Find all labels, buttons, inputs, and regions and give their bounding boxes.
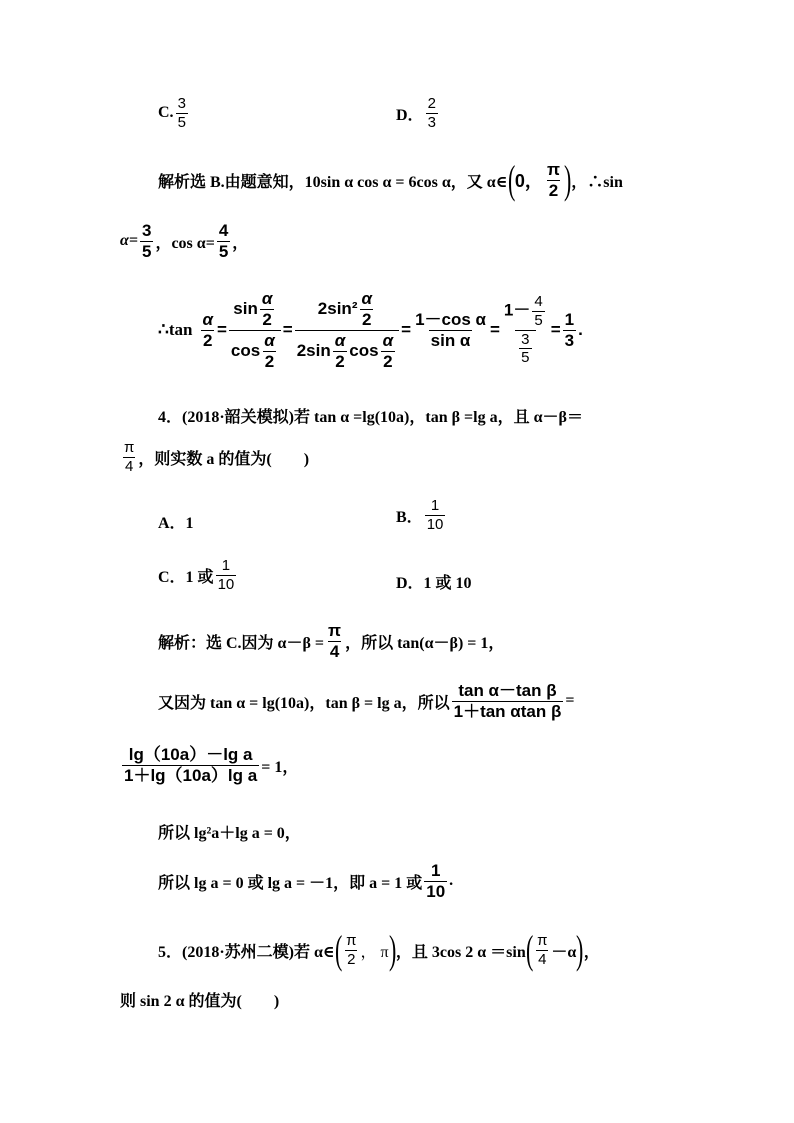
- q4-option-d: D．1 或 10: [396, 575, 472, 592]
- q3-solution-line-3: ∴tan $\frac{\alpha}{2}$ = sin $\frac{\alpha}{2}$ cos $\frac{\alpha}{2}$ = 2sin² $\frac{\alpha}{2}$ 2sin $\frac{\alpha}{2}$ cos $\frac{\alpha}{2}$ = $\frac{\text{1－cos α}}{\text{sin α}}$ = 1－ $\frac{4}{5}$ $\frac{3}{5}$ = $\frac{1}{3}$ .: [158, 289, 583, 371]
- fraction: $\frac{3}{5}$: [177, 95, 186, 131]
- q4-option-b: B． $\frac{1}{10}$: [396, 497, 444, 533]
- fraction: 2sin² $\frac{\alpha}{2}$ 2sin $\frac{\alpha}{2}$ cos $\frac{\alpha}{2}$: [295, 290, 399, 370]
- q4-solution-line-5: 所以 lg a = 0 或 lg a = －1，即 a = 1 或 $\frac{1}{10}$ .: [158, 861, 454, 901]
- fraction: $\frac{\text{lg（10a）－lg a}}{\text{1＋lg（10a）lg a}}$: [124, 745, 258, 785]
- fraction: $\frac{\pi}{4}$: [124, 439, 135, 475]
- fraction: $\frac{\text{1－cos α}}{\text{sin α}}$: [415, 309, 486, 350]
- fraction: $\frac{1}{10}$: [426, 861, 446, 901]
- fraction: $\frac{1}{10}$: [426, 497, 444, 533]
- q5-stem-line-2: 则 sin 2 α 的值为( ): [120, 993, 280, 1010]
- q4-solution-line-4: 所以 lg²a＋lg a = 0，: [158, 825, 301, 842]
- q4-stem-line-1: 4．(2018·韶关模拟)若 tan α =lg(10a)，tan β =lg a，且 α－β＝: [158, 409, 583, 426]
- q4-solution-line-1: 解析：选 C.因为 α－β = $\frac{\pi}{4}$ ，所以 tan(α－β) = 1，: [158, 621, 505, 661]
- q3-option-c: C. $\frac{3}{5}$: [158, 95, 186, 131]
- q4-solution-line-3: $\frac{\text{lg（10a）－lg a}}{\text{1＋lg（10a）lg a}}$ = 1，: [124, 745, 299, 785]
- fraction: $\frac{\alpha}{2}$: [202, 309, 213, 350]
- fraction: $\frac{2}{3}$: [427, 95, 436, 131]
- q4-solution-line-2: 又因为 tan α = lg(10a)，tan β = lg a，所以 $\frac{\text{tan α－tan β}}{\text{1＋tan αtan β}}$ =: [158, 681, 575, 721]
- fraction: $\frac{4}{5}$: [218, 221, 229, 261]
- q3-solution-line-1: 解析选 B.由题意知，10sin α cos α = 6cos α，又 α∈ ( 0， $\frac{\pi}{2}$ ) ，∴sin: [158, 157, 623, 202]
- fraction: $\frac{\pi}{2}$: [546, 159, 560, 200]
- fraction: sin $\frac{\alpha}{2}$ cos $\frac{\alpha}{2}$: [229, 290, 281, 370]
- q3-option-d: D． $\frac{2}{3}$: [396, 95, 436, 131]
- fraction: $\frac{\pi}{4}$: [328, 621, 342, 661]
- fraction: $\frac{\pi}{2}$: [346, 931, 357, 968]
- fraction: 1－ $\frac{4}{5}$ $\frac{3}{5}$: [503, 293, 543, 367]
- fraction: $\frac{1}{10}$: [217, 557, 235, 593]
- fraction: $\frac{\text{tan α－tan β}}{\text{1＋tan αtan β}}$: [453, 681, 562, 721]
- q4-stem-line-2: $\frac{\pi}{4}$ ，则实数 a 的值为( ): [124, 439, 310, 475]
- q5-stem-line-1: 5．(2018·苏州二模)若 α∈ ( $\frac{\pi}{2}$ ， π ) ，且 3cos 2 α ＝sin ( $\frac{\pi}{4}$ －α ) ，: [158, 927, 600, 972]
- q4-option-c: C．1 或 $\frac{1}{10}$: [158, 557, 235, 593]
- fraction: $\frac{3}{5}$: [141, 221, 152, 261]
- fraction: $\frac{1}{3}$: [564, 309, 575, 350]
- fraction: $\frac{\pi}{4}$: [537, 931, 548, 968]
- q4-option-a: A．1: [158, 515, 194, 532]
- q3-solution-line-2: α= $\frac{3}{5}$ ，cos α= $\frac{4}{5}$ ，: [120, 221, 249, 261]
